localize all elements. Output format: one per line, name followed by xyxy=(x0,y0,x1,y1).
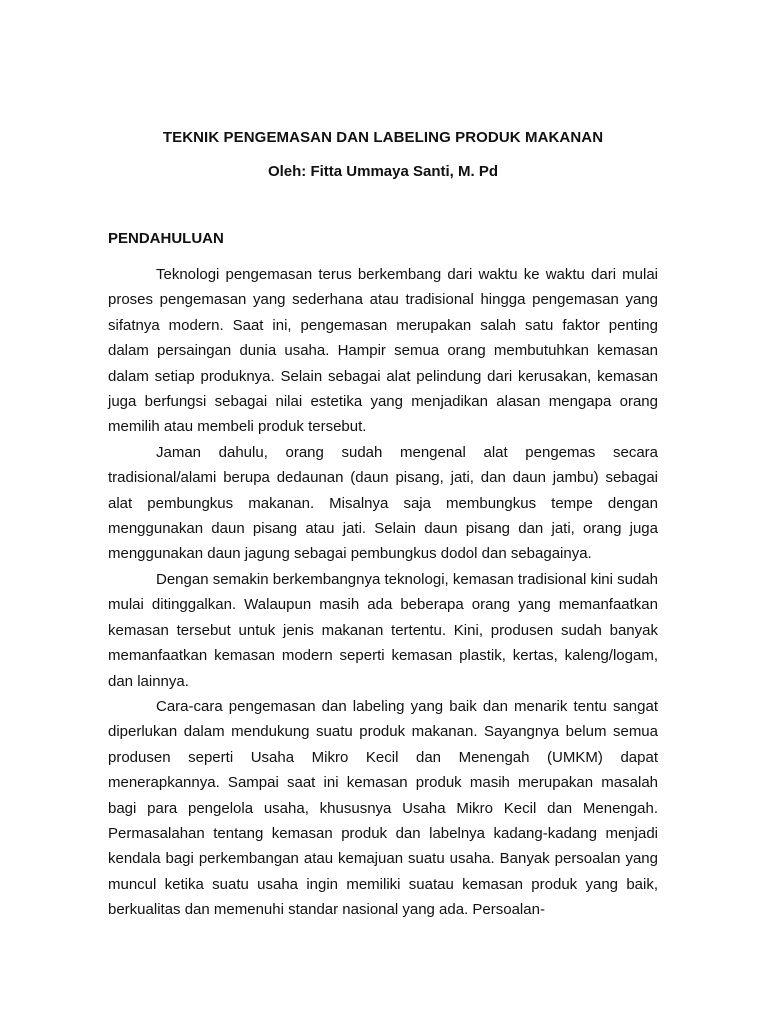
paragraph: Cara-cara pengemasan dan labeling yang baik dan menarik tentu sangat diperlukan dalam mendukung suatu produk makanan. Sayangnya belum semua produsen seperti Usaha Mikro Kecil dan Menengah (UMKM) dapat menerapkannya. Sampai saat ini kemasan produk masih merupakan masalah bagi para pengelola usaha, khususnya Usaha Mikro Kecil dan Menengah. Permasalahan tentang kemasan produk dan labelnya kadang-kadang menjadi kendala bagi perkembangan atau kemajuan suatu usaha. Banyak persoalan yang muncul ketika suatu usaha ingin memiliki suatau kemasan produk yang baik, berkualitas dan memenuhi standar nasional yang ada. Persoalan- xyxy=(108,697,658,919)
paragraph: Teknologi pengemasan terus berkembang dari waktu ke waktu dari mulai proses pengemasan yang sederhana atau tradisional hingga pengemasan yang sifatnya modern. Saat ini, pengemasan merupakan salah satu faktor penting dalam persaingan dunia usaha. Hampir semua orang membutuhkan kemasan dalam setiap produknya. Selain sebagai alat pelindung dari kerusakan, kemasan juga berfungsi sebagai nilai estetika yang menjadikan alasan mengapa orang memilih atau membeli produk tersebut. xyxy=(108,266,658,436)
paragraph: Jaman dahulu, orang sudah mengenal alat pengemas secara tradisional/alami berupa dedaunan (daun pisang, jati, dan daun jambu) sebagai alat pembungkus makanan. Misalnya saja membungkus tempe dengan menggunakan daun pisang atau jati. Selain daun pisang dan jati, orang juga menggunakan daun jagung sebagai pembungkus dodol dan sebagainya. xyxy=(108,443,658,563)
document-author: Oleh: Fitta Ummaya Santi, M. Pd xyxy=(267,163,499,180)
document-body xyxy=(108,128,658,923)
section-paragraphs xyxy=(108,262,658,923)
section-heading: PENDAHULUAN xyxy=(108,230,224,247)
document-title: TEKNIK PENGEMASAN DAN LABELING PRODUK MAKANAN xyxy=(162,129,604,146)
paragraph: Dengan semakin berkembangnya teknologi, kemasan tradisional kini sudah mulai ditinggalkan. Walaupun masih ada beberapa orang yang memanfaatkan kemasan tersebut untuk jenis makanan tertentu. Kini, produsen sudah banyak memanfaatkan kemasan modern seperti kemasan plastik, kertas, kaleng/logam, dan lainnya. xyxy=(108,570,658,690)
